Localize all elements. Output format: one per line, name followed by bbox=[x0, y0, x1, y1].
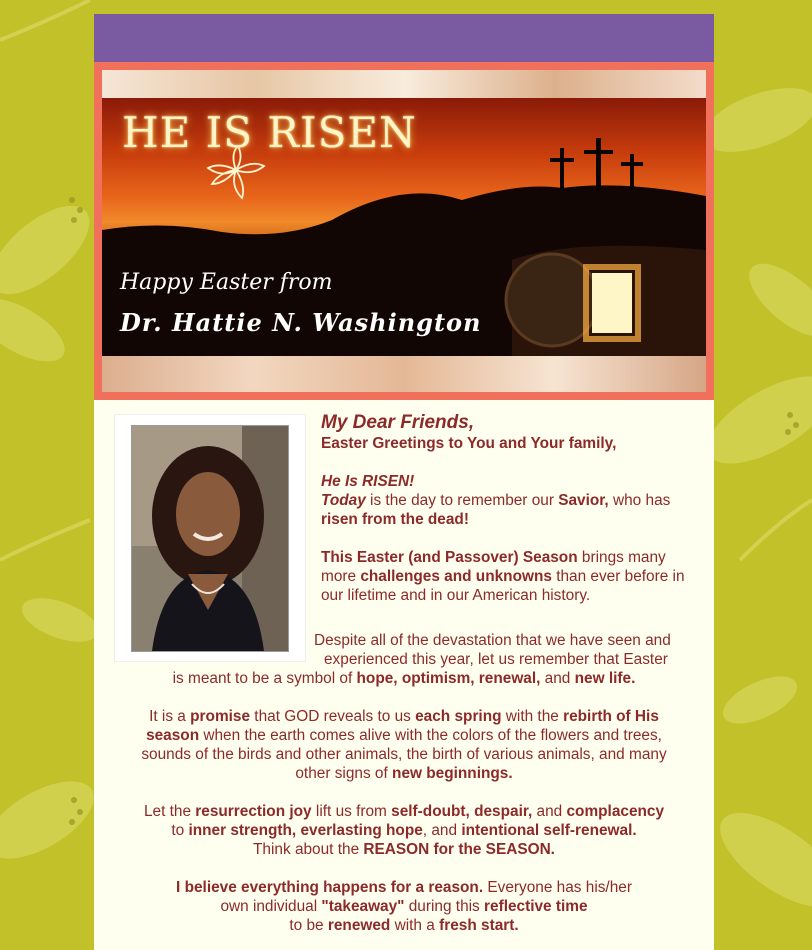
letter-line1: Easter Greetings to You and Your family, bbox=[321, 435, 617, 452]
p3-line1: Despite all of the devastation that we have seen and bbox=[314, 632, 671, 649]
banner-subtitle: Happy Easter from bbox=[120, 270, 333, 295]
text-self-doubt: self-doubt, despair, bbox=[391, 803, 533, 820]
p3-line2: experienced this year, let us remember that Easter bbox=[324, 651, 668, 668]
text: and bbox=[540, 670, 575, 687]
text-each-spring: each spring bbox=[415, 708, 502, 725]
text-today: Today bbox=[321, 492, 366, 509]
text: Think about the bbox=[253, 841, 364, 858]
letter-body bbox=[114, 631, 694, 935]
text-season: This Easter (and Passover) Season bbox=[321, 549, 578, 566]
text-new-life: new life. bbox=[574, 670, 636, 687]
text-promise: promise bbox=[190, 708, 251, 725]
text: , and bbox=[422, 822, 462, 839]
paragraph-4 bbox=[114, 707, 694, 783]
text: brings many more bbox=[321, 549, 666, 585]
header-bar bbox=[94, 14, 714, 62]
text-inner-strength: inner strength, everlasting hope bbox=[188, 822, 423, 839]
text: It is a bbox=[149, 708, 191, 725]
paragraph-5 bbox=[114, 802, 694, 859]
text: that GOD reveals to us bbox=[250, 708, 416, 725]
text-renewed: renewed bbox=[327, 917, 391, 934]
he-is-risen: He Is RISEN! bbox=[321, 473, 415, 490]
banner-title: HE IS RISEN bbox=[122, 108, 417, 157]
text-self-renewal: intentional self-renewal. bbox=[461, 822, 637, 839]
greeting: My Dear Friends, bbox=[321, 412, 475, 433]
text: when the earth comes alive with the colors of the flowers and trees, sounds of the birds and other animals, the birth of various animals, and many other signs of bbox=[141, 727, 667, 782]
text-new-beginnings: new beginnings. bbox=[392, 765, 513, 782]
text: and bbox=[532, 803, 567, 820]
text: than ever before in our lifetime and in our American history. bbox=[321, 568, 685, 604]
portrait-frame bbox=[114, 414, 306, 662]
paragraph-1 bbox=[321, 491, 701, 529]
letter-intro bbox=[321, 412, 701, 605]
text-savior: Savior, bbox=[558, 492, 609, 509]
email-card bbox=[94, 14, 714, 950]
text: with the bbox=[501, 708, 564, 725]
text-takeaway: "takeaway" bbox=[321, 898, 405, 915]
text-reflective-time: reflective time bbox=[484, 898, 588, 915]
text: with a bbox=[390, 917, 440, 934]
text: is the day to remember our bbox=[365, 492, 559, 509]
three-crosses-icon bbox=[550, 138, 643, 192]
text-resurrection-joy: resurrection joy bbox=[195, 803, 312, 820]
empty-tomb-icon bbox=[506, 246, 706, 356]
banner-name: Dr. Hattie N. Washington bbox=[120, 308, 482, 337]
text-challenges: challenges and unknowns bbox=[360, 568, 552, 585]
text: to bbox=[171, 822, 189, 839]
text-complacency: complacency bbox=[566, 803, 665, 820]
text: lift us from bbox=[311, 803, 392, 820]
text: to be bbox=[289, 917, 328, 934]
text: Everyone has his/her bbox=[483, 879, 632, 896]
text-risen: risen from the dead! bbox=[321, 511, 469, 528]
text-reason-for-season: REASON for the SEASON. bbox=[363, 841, 555, 858]
text-belief: I believe everything happens for a reason. bbox=[176, 879, 484, 896]
text: during this bbox=[404, 898, 485, 915]
banner-frame bbox=[94, 62, 714, 400]
portrait-photo bbox=[131, 425, 289, 652]
text: is meant to be a symbol of bbox=[172, 670, 357, 687]
text: own individual bbox=[220, 898, 322, 915]
portrait-icon bbox=[132, 426, 288, 651]
paragraph-6 bbox=[114, 878, 694, 935]
text-hope: hope, optimism, renewal, bbox=[356, 670, 541, 687]
text: Let the bbox=[143, 803, 196, 820]
text-rebirth: rebirth of His season bbox=[146, 708, 659, 744]
paragraph-2 bbox=[321, 548, 701, 605]
text-fresh-start: fresh start. bbox=[439, 917, 519, 934]
easter-banner bbox=[102, 70, 706, 392]
text: who has bbox=[608, 492, 671, 509]
p3-line3 bbox=[114, 669, 694, 688]
